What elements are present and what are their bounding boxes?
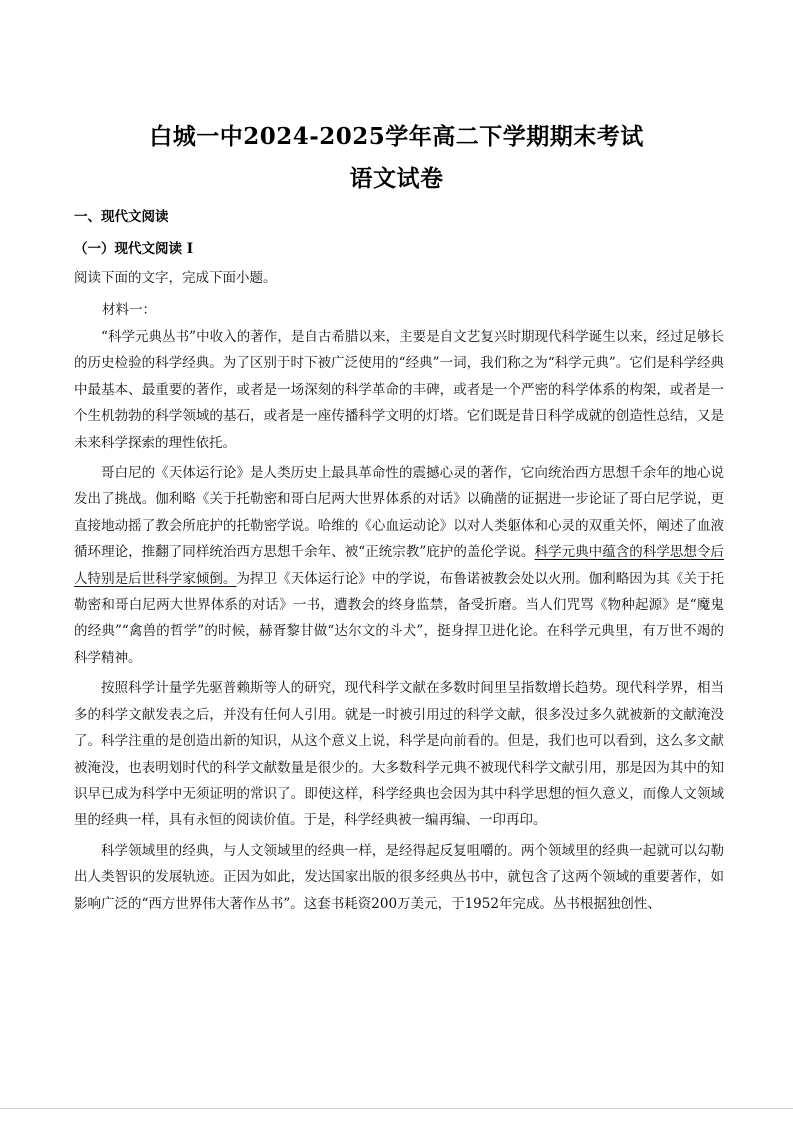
paragraph-4: 科学领域里的经典，与人文领域里的经典一样，是经得起反复咀嚼的。两个领域里的经典一起就可以勾勒出人类智识的发展轨迹。正因为如此，发达国家出版的很多经典丛书中，就包含了这两个领域的重要著作，如影响广泛的“西方世界伟大著作丛书”。这套书耗资200万美元，于1952年完成。丛书根据独创性、 — [74, 842, 724, 912]
exam-title: 白城一中2024-2025学年高二下学期期末考试 — [149, 123, 644, 150]
reading-instruction: 阅读下面的文字，完成下面小题。 — [74, 270, 277, 286]
exam-subtitle: 语文试卷 — [349, 165, 444, 192]
underlined-sentence: 科学元典中蕴含的科学思想令后人特别是后世科学家倾倒。 — [74, 544, 725, 587]
section-heading: 一、现代文阅读 — [74, 209, 169, 225]
paragraph-2 — [74, 460, 724, 671]
passage-body — [74, 324, 724, 921]
paragraph-2-part-1: 哥白尼的《天体运行论》是人类历史上最具革命性的震撼心灵的著作，它向统治西方思想千余年的地心说发出了挑战。伽利略《关于托勒密和哥白尼两大世界体系的对话》以确凿的证据进一步论证了哥白尼学说，更直接地动摇了教会所庇护的托勒密学说。哈维的《心血运动论》以对人类躯体和心灵的双重关怀，阐述了血液循环理论，推翻了同样统治西方思想千余年、被“正统宗教”庇护的盖伦学说。 — [74, 465, 724, 561]
subsection-heading: （一）现代文阅读 I — [74, 241, 194, 257]
paragraph-3: 按照科学计量学先驱普赖斯等人的研究，现代科学文献在多数时间里呈指数增长趋势。现代科学界，相当多的科学文献发表之后，并没有任何人引用。就是一时被引用过的科学文献，很多没过多久就被新的文献淹没了。科学注重的是创造出新的知识，从这个意义上说，科学是向前看的。但是，我们也可以看到，这么多文献被淹没，也表明划时代的科学文献数量是很少的。大多数科学元典不被现代科学文献引用，那是因为其中的知识早已成为科学中无须证明的常识了。即使这样，科学经典也会因为其中科学思想的恒久意义，而像人文领域里的经典一样，具有永恒的阅读价值。于是，科学经典被一编再编、一印再印。 — [74, 680, 724, 829]
paragraph-1: “科学元典丛书”中收入的著作，是自古希腊以来，主要是自文艺复兴时期现代科学诞生以来，经过足够长的历史检验的科学经典。为了区别于时下被广泛使用的“经典”一词，我们称之为“科学元典”。它们是科学经典中最基本、最重要的著作，或者是一场深刻的科学革命的丰碑，或者是一个严密的科学体系的构架，或者是一个生机勃勃的科学领域的基石，或者是一座传播科学文明的灯塔。它们既是昔日科学成就的创造性总结，又是未来科学探索的理性依托。 — [74, 329, 724, 451]
page-bottom-divider — [0, 1108, 793, 1109]
material-label: 材料一： — [102, 302, 156, 318]
paragraph-2-part-2: 为捍卫《天体运行论》中的学说，布鲁诺被教会处以火刑。伽利略因为其《关于托勒密和哥白尼两大世界体系的对话》一书，遭教会的终身监禁，备受折磨。当人们咒骂《物种起源》是“魔鬼的经典”“禽兽的哲学”的时候，赫胥黎甘做“达尔文的斗犬”，挺身捍卫进化论。在科学元典里，有万世不竭的科学精神。 — [74, 570, 725, 666]
